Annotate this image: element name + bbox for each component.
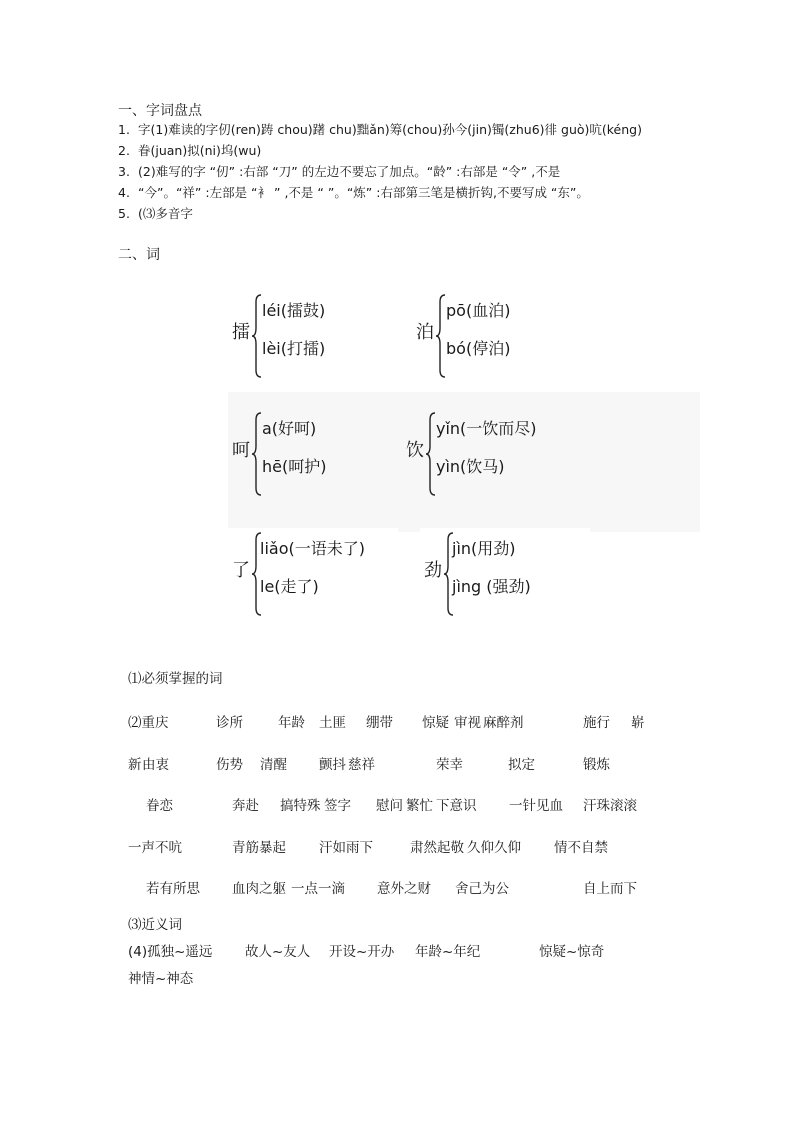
polyphone-block [412, 290, 602, 390]
word-item: 慰问 [376, 798, 403, 814]
polyphone-block [228, 290, 418, 390]
brace-icon [252, 412, 262, 496]
polyphone-char: 擂 [232, 322, 250, 343]
word-item: 下意识 [436, 798, 477, 814]
word-item: 土匪 [319, 715, 346, 731]
polyphone-block [228, 528, 398, 628]
word-item: 若有所思 [146, 881, 200, 897]
word-item: 故人~友人 [245, 944, 311, 960]
word-item: 崭 [631, 715, 645, 731]
list-text: “今”。“祥” :左部是 “衤 ” ,不是 “ ”。“炼” :右部第三笔是横折钩,不要写成 “东”。 [138, 185, 589, 200]
list-item [118, 141, 261, 159]
word-item: 舍己为公 [455, 881, 509, 897]
polyphone-reading: yǐn(一饮而尽) [436, 419, 537, 438]
word-item: 青筋暴起 [232, 840, 286, 856]
word-item: (4)孤独~遥远 [128, 944, 213, 960]
word-item: 一声不吭 [128, 840, 182, 856]
word-item: 情不自禁 [554, 840, 608, 856]
list-number: 1. [118, 122, 130, 137]
list-number: 2. [118, 143, 130, 158]
word-item: 锻炼 [583, 757, 610, 773]
polyphone-char: 饮 [406, 440, 424, 461]
polyphone-reading: le(走了) [260, 577, 319, 596]
word-item: 惊疑 [422, 715, 449, 731]
polyphone-reading: hē(呵护) [262, 457, 327, 476]
list-item [118, 120, 642, 138]
word-item: 意外之财 [377, 881, 431, 897]
word-item: 繁忙 [406, 798, 433, 814]
polyphone-block [420, 528, 590, 628]
words-heading: ⑴必须掌握的词 [128, 671, 223, 687]
word-item: 伤势 [216, 757, 243, 773]
section2-title: 二、词 [118, 247, 160, 263]
list-text: 眷(juan)拟(ni)坞(wu) [138, 143, 262, 158]
word-item: 年龄~年纪 [415, 944, 481, 960]
word-item: 眷恋 [146, 798, 173, 814]
brace-icon [426, 412, 436, 496]
polyphone-reading: liǎo(一语未了) [260, 539, 365, 558]
word-item: 慈祥 [348, 757, 375, 773]
polyphone-char: 泊 [416, 322, 434, 343]
word-item: 血肉之躯 [232, 881, 286, 897]
polyphone-block [228, 408, 418, 508]
list-item [118, 204, 193, 222]
word-item: 新 [128, 757, 142, 773]
word-item: 审视 [454, 715, 481, 731]
word-item: 施行 [583, 715, 610, 731]
section1-title: 一、字词盘点 [118, 103, 202, 119]
word-item: 清醒 [260, 757, 287, 773]
polyphone-reading: bó(停泊) [446, 339, 511, 358]
word-item: 绷带 [366, 715, 393, 731]
word-item: 拟定 [508, 757, 535, 773]
word-item: 年龄 [278, 715, 305, 731]
polyphone-char: 劲 [424, 560, 442, 581]
word-item: 奔赴 [232, 798, 259, 814]
polyphone-reading: yìn(饮马) [436, 457, 505, 476]
polyphone-reading: a(好呵) [262, 419, 317, 438]
word-item: 由衷 [142, 757, 169, 773]
polyphone-reading: lèi(打擂) [262, 339, 326, 358]
list-item [118, 183, 589, 201]
word-item: 签字 [324, 798, 351, 814]
brace-icon [436, 294, 446, 378]
word-item: 神情~神态 [128, 971, 194, 987]
word-item: 自上而下 [583, 881, 637, 897]
polyphone-reading: jìn(用劲) [452, 539, 516, 558]
brace-icon [252, 294, 262, 378]
list-number: 3. [118, 164, 130, 179]
word-item: 麻醉剂 [483, 715, 524, 731]
polyphone-char: 了 [232, 560, 250, 581]
word-item: 诊所 [216, 715, 243, 731]
word-item: 惊疑~惊奇 [539, 944, 605, 960]
list-number: 5. [118, 206, 130, 221]
word-item: 汗珠滚滚 [583, 798, 637, 814]
words-heading: ⑶近义词 [128, 917, 182, 933]
word-item: 荣幸 [436, 757, 463, 773]
polyphone-reading: léi(擂鼓) [262, 301, 326, 320]
word-item: 开设~开办 [329, 944, 395, 960]
polyphone-reading: pō(血泊) [446, 301, 511, 320]
word-item: 一针见血 [509, 798, 563, 814]
word-item: 肃然起敬 [410, 840, 464, 856]
word-item: 久仰久仰 [467, 840, 521, 856]
list-text: (⑶多音字 [138, 206, 193, 221]
list-item [118, 162, 560, 180]
polyphone-char: 呵 [232, 440, 250, 461]
word-item: 颤抖 [319, 757, 346, 773]
word-item: 搞特殊 [280, 798, 321, 814]
word-item: 一点一滴 [291, 881, 345, 897]
polyphone-reading: jìng (强劲) [452, 577, 531, 596]
word-item: 汗如雨下 [319, 840, 373, 856]
polyphone-block [402, 408, 602, 508]
list-number: 4. [118, 185, 130, 200]
list-text: (2)难写的字 “仞” :右部 “刀” 的左边不要忘了加点。“龄” :右部是 “令” ,不是 [138, 164, 561, 179]
word-item: ⑵重庆 [128, 715, 169, 731]
list-text: 字(1)难读的字仞(ren)踌 chou)躇 chu)黜ǎn)筹(chou)孙今(jin)镯(zhu6)徘 guò)吭(kéng) [138, 122, 642, 137]
